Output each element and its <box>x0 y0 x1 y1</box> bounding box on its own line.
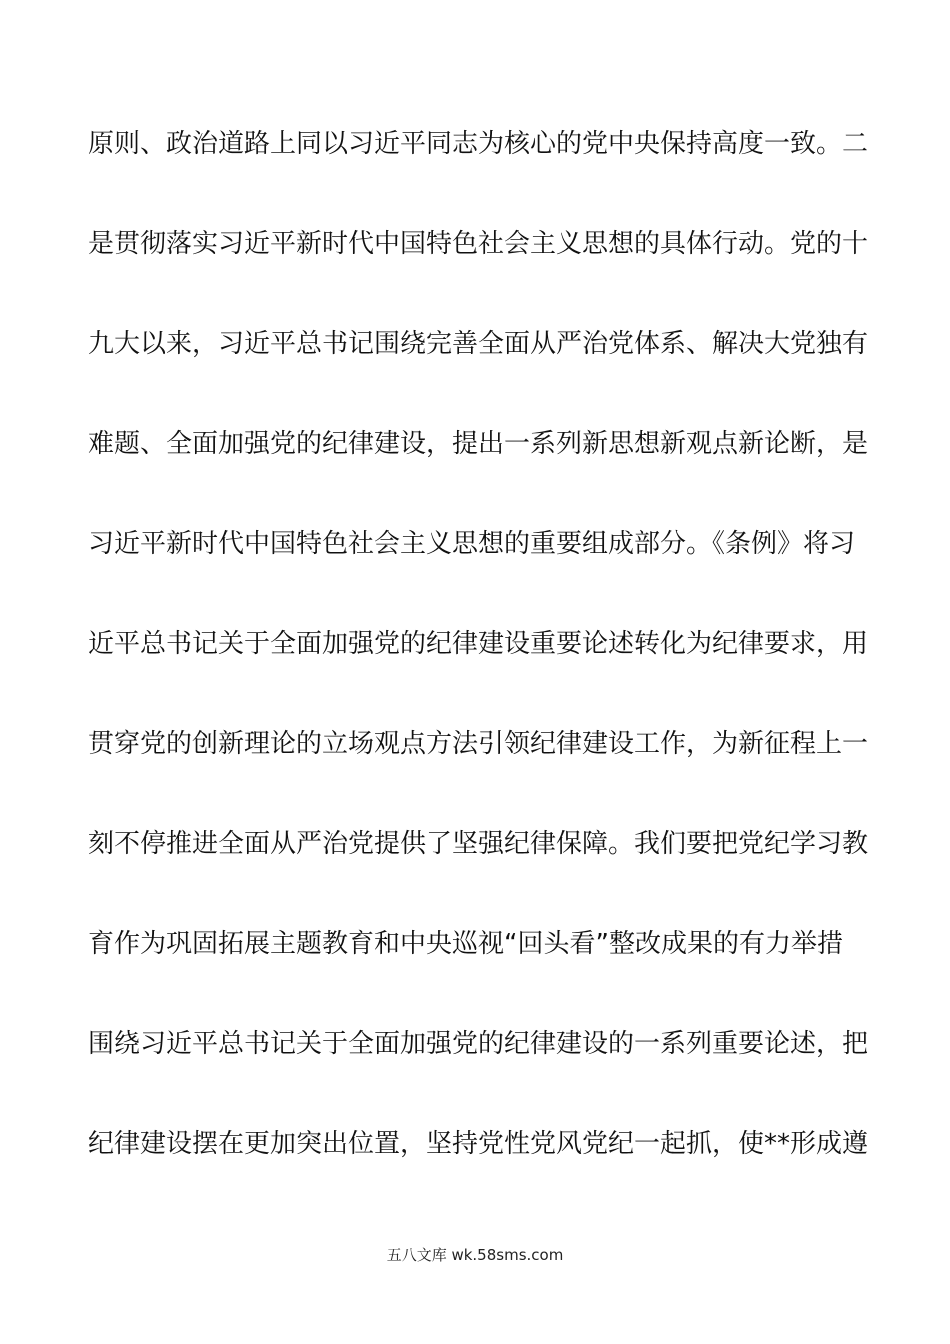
text-line: 九大以来，习近平总书记围绕完善全面从严治党体系、解决大党独有 <box>88 329 869 359</box>
page-footer: 五八文库 wk.58sms.com <box>386 1246 564 1264</box>
text-line: 育作为巩固拓展主题教育和中央巡视“回头看”整改成果的有力举措 <box>88 929 843 959</box>
text-line: 贯穿党的创新理论的立场观点方法引领纪律建设工作，为新征程上一 <box>88 729 869 759</box>
body-text <box>88 120 868 1220</box>
text-line: 围绕习近平总书记关于全面加强党的纪律建设的一系列重要论述，把 <box>88 1029 869 1059</box>
text-line: 刻不停推进全面从严治党提供了坚强纪律保障。我们要把党纪学习教 <box>88 829 869 859</box>
text-line: 难题、全面加强党的纪律建设，提出一系列新思想新观点新论断，是 <box>88 429 869 459</box>
text-line: 原则、政治道路上同以习近平同志为核心的党中央保持高度一致。二 <box>88 129 869 159</box>
text-line: 纪律建设摆在更加突出位置，坚持党性党风党纪一起抓，使**形成遵 <box>88 1129 869 1159</box>
text-line: 是贯彻落实习近平新时代中国特色社会主义思想的具体行动。党的十 <box>88 229 869 259</box>
text-line: 近平总书记关于全面加强党的纪律建设重要论述转化为纪律要求，用 <box>88 629 869 659</box>
text-line: 习近平新时代中国特色社会主义思想的重要组成部分。《条例》将习 <box>88 529 856 559</box>
